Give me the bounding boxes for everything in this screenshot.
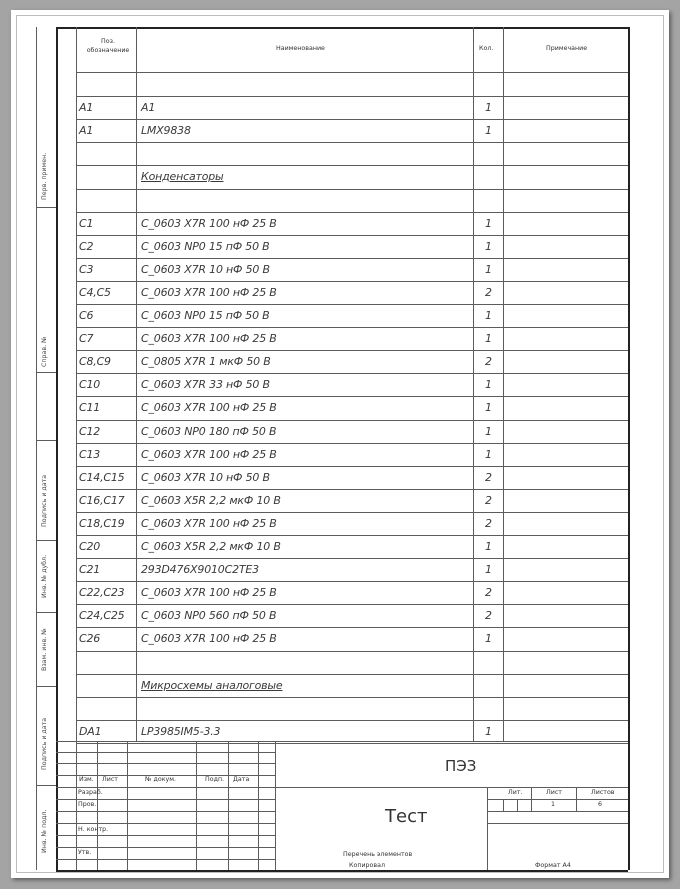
label-list: Лист xyxy=(102,776,118,783)
row-quantity: 1 xyxy=(485,632,492,645)
col-name-left xyxy=(136,27,137,741)
side-strip-left xyxy=(36,27,37,870)
row-name: C_0603 X7R 100 нФ 25 В xyxy=(141,517,277,530)
row-quantity: 2 xyxy=(485,494,492,507)
row-position: C4,C5 xyxy=(79,286,111,299)
table-row-divider xyxy=(76,558,628,559)
frame-bottom xyxy=(56,870,628,872)
row-quantity: 2 xyxy=(485,471,492,484)
title-grid-row xyxy=(56,847,275,848)
stamp-row-2 xyxy=(487,811,628,812)
row-position: C18,C19 xyxy=(79,517,125,530)
side-label-perv-primen: Перв. примен. xyxy=(41,152,48,200)
row-position: C12 xyxy=(79,425,101,438)
row-name: 293D476X9010C2TE3 xyxy=(141,563,259,576)
title-grid-row xyxy=(56,763,275,764)
row-quantity: 1 xyxy=(485,263,492,276)
label-sheets: Листов xyxy=(591,789,615,796)
table-row-divider xyxy=(76,165,628,166)
title-grid-row xyxy=(56,859,275,860)
table-row-divider xyxy=(76,489,628,490)
row-name: C_0603 NP0 15 пФ 50 В xyxy=(141,309,270,322)
row-name: A1 xyxy=(141,101,156,114)
row-name: C_0603 X5R 2,2 мкФ 10 В xyxy=(141,540,281,553)
label-doc-no: № докум. xyxy=(145,776,177,783)
table-row-divider xyxy=(76,697,628,698)
label-prov: Пров. xyxy=(78,801,97,808)
stamp-row-1 xyxy=(487,799,628,800)
header-name: Наименование xyxy=(276,45,325,52)
side-label-inv-podl: Инв. № подл. xyxy=(41,809,48,853)
table-row-divider xyxy=(76,627,628,628)
table-row-divider xyxy=(76,189,628,190)
row-position: A1 xyxy=(79,101,94,114)
row-name: C_0603 NP0 180 пФ 50 В xyxy=(141,425,277,438)
side-strip-divider xyxy=(36,540,56,541)
col-qty-left xyxy=(473,27,474,741)
row-name: C_0603 NP0 560 пФ 50 В xyxy=(141,609,277,622)
table-row-divider xyxy=(76,119,628,120)
row-position: C7 xyxy=(79,332,94,345)
row-position: C3 xyxy=(79,263,94,276)
table-row-divider xyxy=(76,466,628,467)
side-strip-divider xyxy=(36,686,56,687)
side-label-podpis-data-2: Подпись и дата xyxy=(41,717,48,770)
title-grid-row xyxy=(56,787,275,788)
document-title: Тест xyxy=(385,806,428,827)
header-qty: Кол. xyxy=(479,45,494,52)
frame-top xyxy=(56,27,628,29)
row-quantity: 1 xyxy=(485,425,492,438)
title-block-separator xyxy=(275,741,276,870)
table-row-divider xyxy=(76,327,628,328)
title-grid-col xyxy=(127,741,128,870)
title-grid-row xyxy=(56,811,275,812)
label-copied: Копировал xyxy=(349,862,385,869)
row-name: C_0603 X7R 10 нФ 50 В xyxy=(141,263,270,276)
table-row-divider xyxy=(76,604,628,605)
row-quantity: 2 xyxy=(485,355,492,368)
frame-left xyxy=(56,27,58,870)
document-code: ПЭЗ xyxy=(445,757,477,775)
row-name: C_0603 X7R 100 нФ 25 В xyxy=(141,401,277,414)
row-quantity: 1 xyxy=(485,217,492,230)
section-heading: Конденсаторы xyxy=(141,170,224,183)
row-quantity: 2 xyxy=(485,286,492,299)
label-razrab: Разраб. xyxy=(78,789,103,796)
row-quantity: 2 xyxy=(485,586,492,599)
label-podp: Подп. xyxy=(205,776,225,783)
title-grid-col xyxy=(228,741,229,870)
row-name: C_0603 X7R 10 нФ 50 В xyxy=(141,471,270,484)
row-name: LP3985IM5-3.3 xyxy=(141,725,221,738)
table-row-divider xyxy=(76,720,628,721)
title-grid-col xyxy=(76,741,77,870)
row-quantity: 1 xyxy=(485,240,492,253)
stamp-row-3 xyxy=(487,823,628,824)
row-quantity: 1 xyxy=(485,101,492,114)
row-position: DA1 xyxy=(79,725,102,738)
row-quantity: 1 xyxy=(485,332,492,345)
row-name: C_0603 X7R 100 нФ 25 В xyxy=(141,586,277,599)
stamp-col-2 xyxy=(576,787,577,811)
row-name: C_0603 X7R 100 нФ 25 В xyxy=(141,286,277,299)
table-row-divider xyxy=(76,142,628,143)
row-position: C10 xyxy=(79,378,101,391)
row-quantity: 2 xyxy=(485,609,492,622)
title-grid-row xyxy=(56,799,275,800)
row-quantity: 1 xyxy=(485,124,492,137)
side-strip-divider xyxy=(36,612,56,613)
header-bottom xyxy=(76,72,628,73)
row-name: C_0603 X7R 33 нФ 50 В xyxy=(141,378,270,391)
row-position: C13 xyxy=(79,448,101,461)
label-format: Формат А4 xyxy=(535,862,571,869)
document-type: Перечень элементов xyxy=(343,851,413,858)
table-row-divider xyxy=(76,512,628,513)
side-strip-divider xyxy=(36,207,56,208)
stamp-col-1 xyxy=(531,787,532,811)
table-row-divider xyxy=(76,674,628,675)
side-strip-divider xyxy=(36,440,56,441)
row-name: LMX9838 xyxy=(141,124,191,137)
table-row-divider xyxy=(76,373,628,374)
stamp-lit-cell-1 xyxy=(503,799,504,811)
label-lit: Лит. xyxy=(508,789,523,796)
table-row-divider xyxy=(76,581,628,582)
title-grid-col xyxy=(258,741,259,870)
label-sheet: Лист xyxy=(546,789,562,796)
table-row-divider xyxy=(76,281,628,282)
side-label-sprav-no: Справ. № xyxy=(41,336,48,367)
row-name: C_0603 X5R 2,2 мкФ 10 В xyxy=(141,494,281,507)
sheet-number: 1 xyxy=(551,801,556,808)
title-grid-row xyxy=(56,835,275,836)
title-grid-row xyxy=(56,752,275,753)
header-note: Примечание xyxy=(546,45,588,52)
title-block-top xyxy=(56,741,628,742)
table-row-divider xyxy=(76,258,628,259)
side-strip-divider xyxy=(36,785,56,786)
row-quantity: 1 xyxy=(485,725,492,738)
row-position: C21 xyxy=(79,563,101,576)
row-name: C_0805 X7R 1 мкФ 50 В xyxy=(141,355,271,368)
table-row-divider xyxy=(76,651,628,652)
side-strip-divider xyxy=(36,372,56,373)
title-grid-row xyxy=(56,823,275,824)
row-position: C22,C23 xyxy=(79,586,125,599)
row-name: C_0603 X7R 100 нФ 25 В xyxy=(141,217,277,230)
stamp-lit-cell-2 xyxy=(517,799,518,811)
col-pos-left xyxy=(76,27,77,755)
row-name: C_0603 X7R 100 нФ 25 В xyxy=(141,632,277,645)
row-position: C26 xyxy=(79,632,101,645)
row-quantity: 1 xyxy=(485,448,492,461)
table-row-divider xyxy=(76,420,628,421)
label-n-kontr: Н. контр. xyxy=(78,826,109,833)
row-position: C24,C25 xyxy=(79,609,125,622)
row-position: C2 xyxy=(79,240,94,253)
table-row-divider xyxy=(76,96,628,97)
table-row-divider xyxy=(76,443,628,444)
table-row-divider xyxy=(76,350,628,351)
row-quantity: 1 xyxy=(485,309,492,322)
table-row-divider xyxy=(76,396,628,397)
row-quantity: 2 xyxy=(485,517,492,530)
side-label-podpis-data-1: Подпись и дата xyxy=(41,474,48,527)
label-izm: Изм. xyxy=(79,776,94,783)
document-sheet xyxy=(11,10,669,878)
row-name: C_0603 X7R 100 нФ 25 В xyxy=(141,332,277,345)
row-name: C_0603 NP0 15 пФ 50 В xyxy=(141,240,270,253)
frame-right xyxy=(628,27,630,870)
col-note-left xyxy=(503,27,504,741)
row-position: C8,C9 xyxy=(79,355,111,368)
label-utv: Утв. xyxy=(78,849,92,856)
row-position: C20 xyxy=(79,540,101,553)
row-position: C14,C15 xyxy=(79,471,125,484)
side-label-inv-dubl: Инв. № дубл. xyxy=(41,554,48,598)
row-quantity: 1 xyxy=(485,563,492,576)
row-quantity: 1 xyxy=(485,401,492,414)
side-label-vzam-inv: Взам. инв. № xyxy=(41,628,48,671)
table-row-divider xyxy=(76,535,628,536)
row-position: C16,C17 xyxy=(79,494,125,507)
section-heading: Микросхемы аналоговые xyxy=(141,679,283,692)
row-position: C11 xyxy=(79,401,101,414)
title-grid-col xyxy=(196,741,197,870)
row-position: C6 xyxy=(79,309,94,322)
table-row-divider xyxy=(76,743,628,744)
row-quantity: 1 xyxy=(485,540,492,553)
header-pos-designation: Поз. обозначение xyxy=(86,38,130,54)
row-name: C_0603 X7R 100 нФ 25 В xyxy=(141,448,277,461)
label-data: Дата xyxy=(233,776,250,783)
row-quantity: 1 xyxy=(485,378,492,391)
table-row-divider xyxy=(76,235,628,236)
row-position: A1 xyxy=(79,124,94,137)
table-row-divider xyxy=(76,304,628,305)
sheet-outer-border xyxy=(16,15,664,873)
title-grid-col xyxy=(97,741,98,870)
sheets-total: 6 xyxy=(598,801,603,808)
table-row-divider xyxy=(76,212,628,213)
row-position: C1 xyxy=(79,217,94,230)
